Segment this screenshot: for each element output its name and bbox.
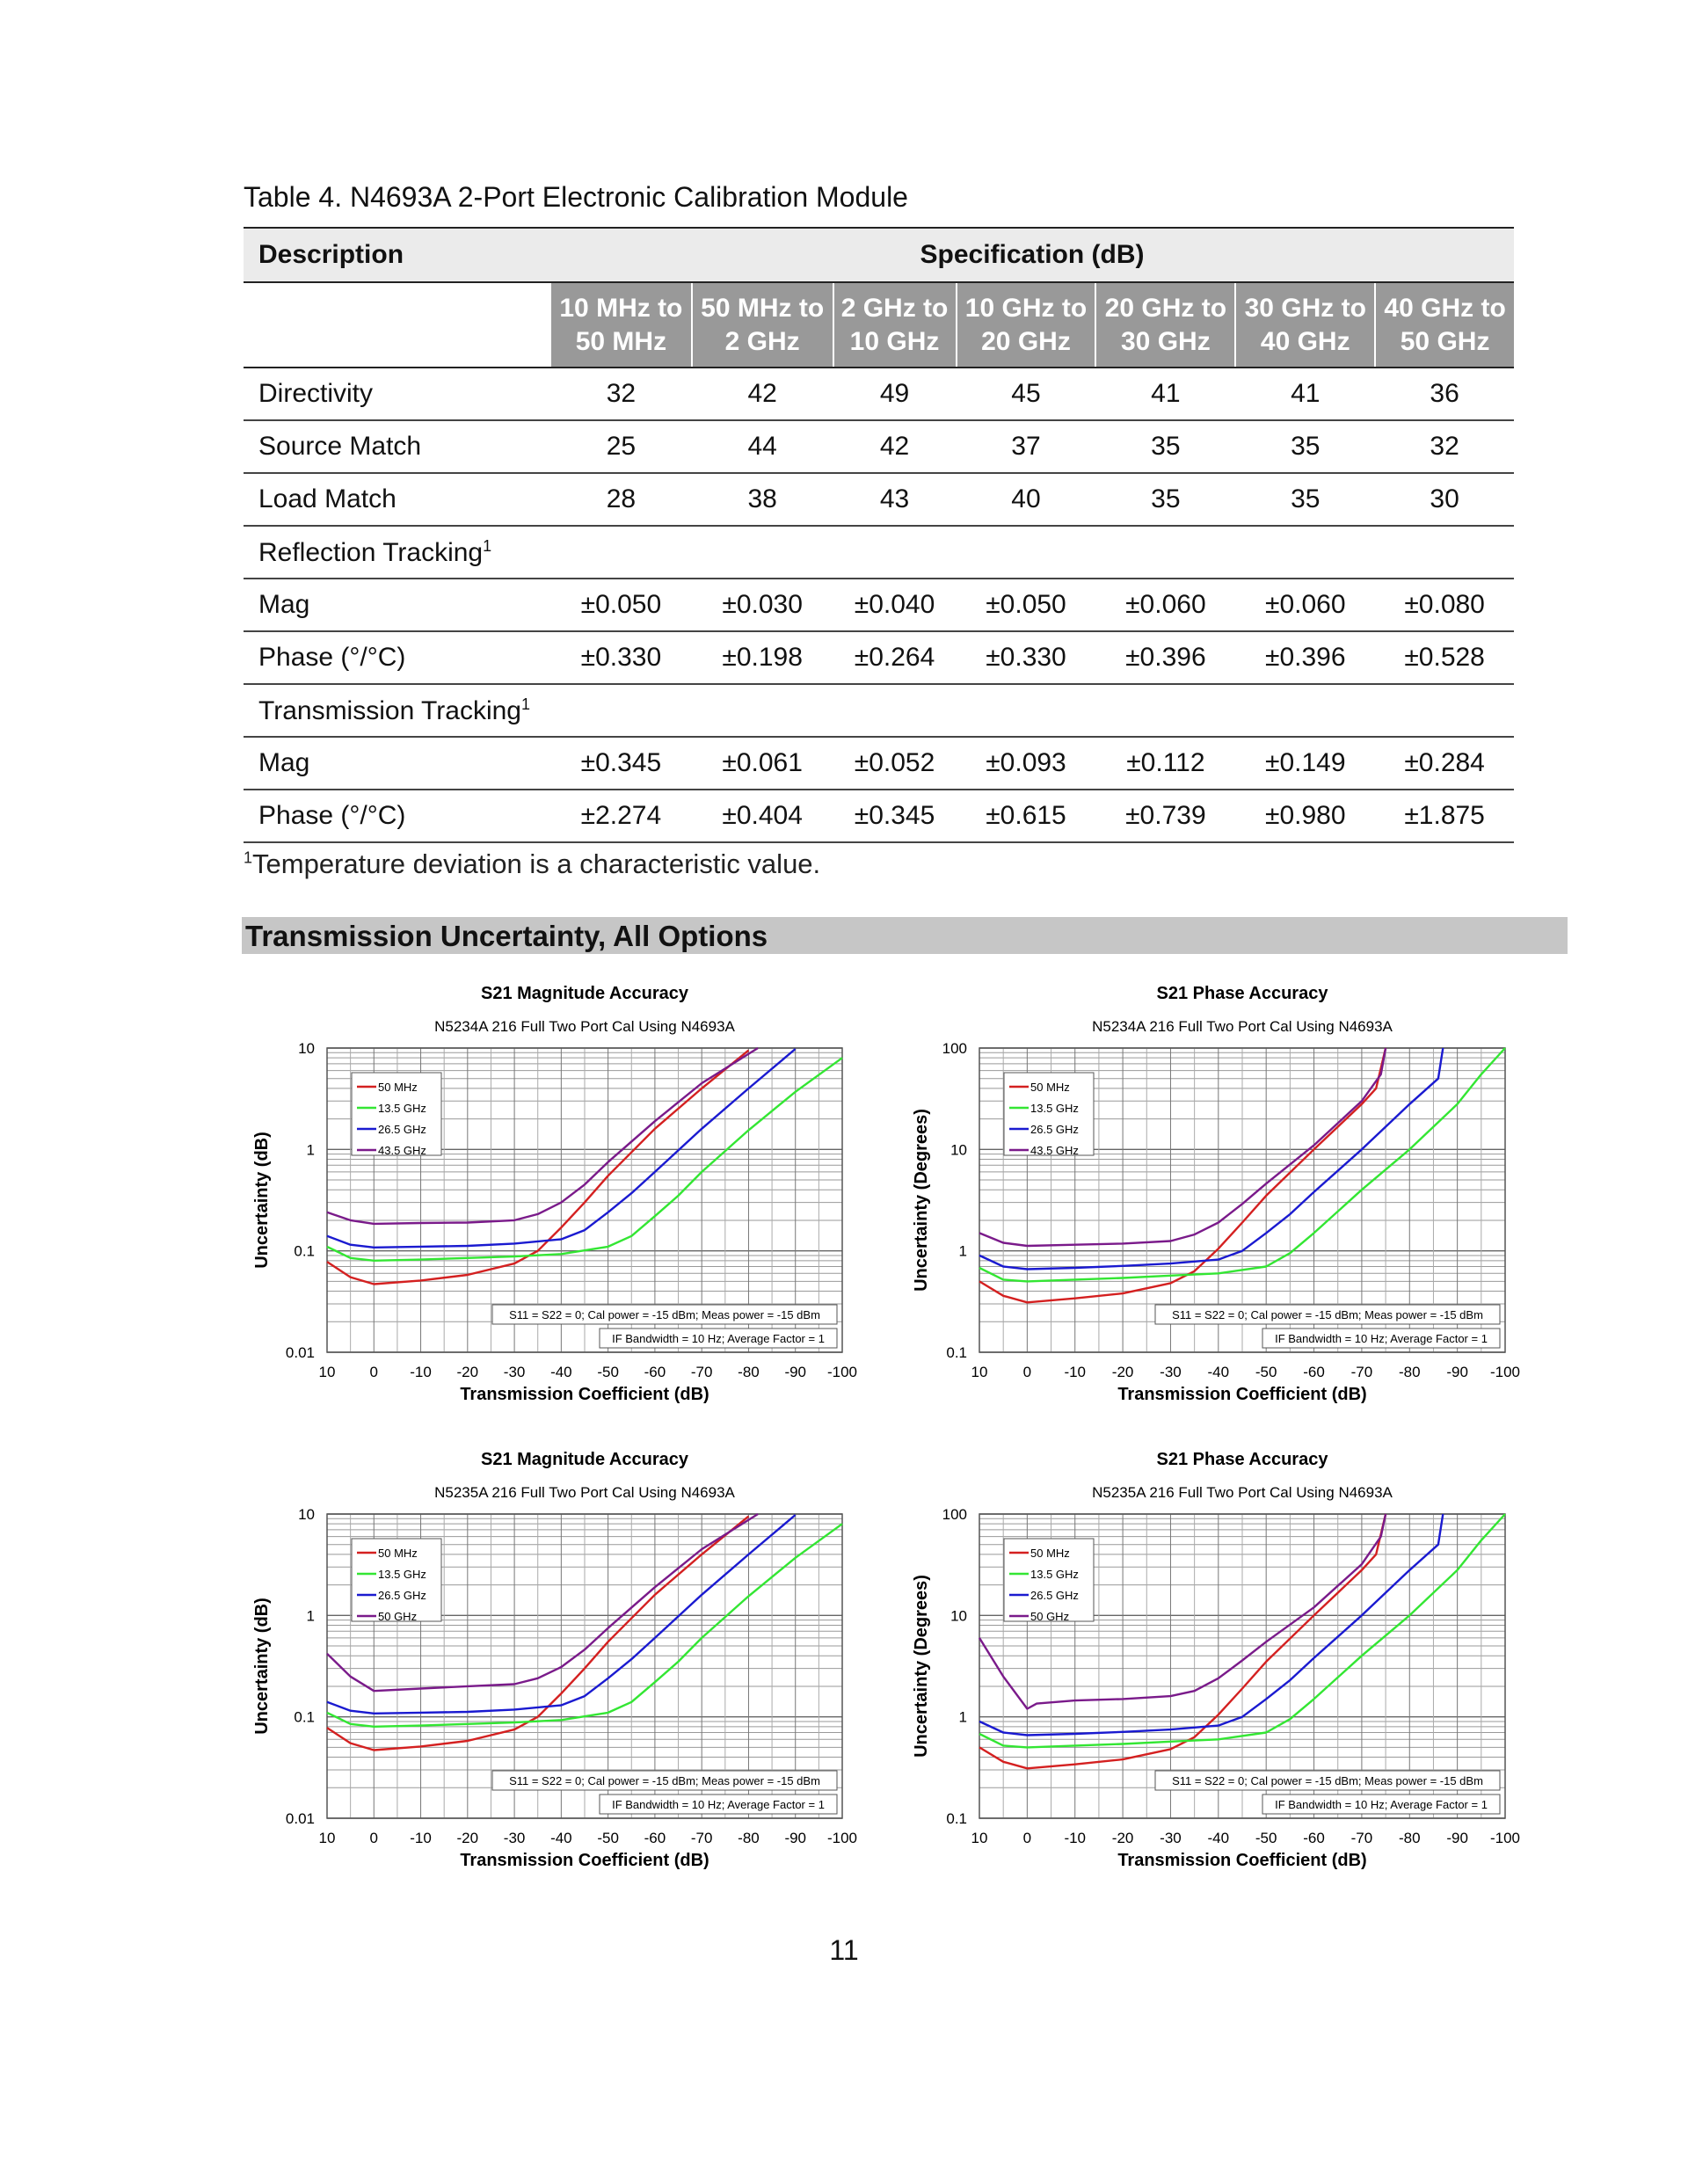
table-cell: 38	[692, 473, 833, 526]
table-cell: ±0.030	[692, 579, 833, 631]
y-tick-label: 0.1	[946, 1810, 967, 1827]
table-cell: ±0.080	[1375, 579, 1514, 631]
x-tick-label: -30	[1160, 1830, 1182, 1846]
row-label-text: Source Match	[258, 432, 422, 461]
band-header	[833, 282, 957, 368]
table-row	[244, 420, 1514, 473]
table-cell: ±0.615	[957, 790, 1096, 842]
row-label-text: Mag	[258, 748, 310, 777]
chart-legend	[1004, 1073, 1094, 1157]
table-cell: ±0.396	[1235, 631, 1375, 684]
x-tick-label: -90	[784, 1830, 807, 1846]
table-cell: 49	[833, 368, 957, 420]
table-cell	[692, 526, 833, 579]
band-header-line: 2 GHz to	[840, 293, 949, 323]
x-tick-label: -80	[1398, 1364, 1421, 1380]
x-axis-label: Transmission Coefficient (dB)	[1117, 1385, 1367, 1404]
table-cell: ±0.112	[1095, 737, 1235, 790]
table-cell: 40	[957, 473, 1096, 526]
table-cell	[1095, 526, 1235, 579]
table-row	[244, 526, 1514, 579]
x-tick-label: -10	[410, 1364, 432, 1380]
row-label	[244, 579, 550, 631]
row-label	[244, 790, 550, 842]
row-label	[244, 420, 550, 473]
table-cell: 35	[1235, 420, 1375, 473]
note-text: S11 = S22 = 0; Cal power = -15 dBm; Meas power = -15 dBm	[1172, 1308, 1483, 1321]
table-row	[244, 790, 1514, 842]
y-tick-label: 0.1	[294, 1708, 315, 1726]
x-tick-label: -100	[826, 1830, 858, 1846]
table-cell	[1095, 684, 1235, 737]
section-title: Transmission Uncertainty, All Options	[245, 920, 768, 952]
y-tick-label: 10	[950, 1607, 967, 1625]
table-cell: 35	[1095, 473, 1235, 526]
table-cell: 35	[1235, 473, 1375, 526]
band-header-line: 20 GHz	[981, 326, 1071, 356]
y-axis-label: Uncertainty (Degrees)	[912, 1109, 931, 1292]
table-cell: 32	[1375, 420, 1514, 473]
band-header-line: 30 GHz to	[1244, 293, 1366, 323]
chart-title: S21 Phase Accuracy	[1156, 1450, 1328, 1469]
table-cell	[1375, 684, 1514, 737]
row-label-text: Phase (°/°C)	[258, 643, 406, 672]
y-tick-label: 0.01	[285, 1344, 315, 1361]
note-text: IF Bandwidth = 10 Hz; Average Factor = 1	[612, 1332, 825, 1345]
table-cell: 41	[1235, 368, 1375, 420]
x-tick-label: -10	[1064, 1364, 1087, 1380]
table-cell: ±0.330	[957, 631, 1096, 684]
x-tick-label: -90	[1446, 1830, 1468, 1846]
footnote-marker: 1	[244, 848, 253, 867]
y-axis-label: Uncertainty (Degrees)	[912, 1575, 931, 1758]
table-row	[244, 631, 1514, 684]
x-tick-label: 10	[318, 1364, 336, 1380]
footnote	[244, 848, 820, 880]
table-cell	[957, 684, 1096, 737]
chart-subtitle: N5235A 216 Full Two Port Cal Using N4693A	[1092, 1484, 1393, 1501]
legend-label: 26.5 GHz	[378, 1589, 426, 1602]
note-text: IF Bandwidth = 10 Hz; Average Factor = 1	[1275, 1332, 1488, 1345]
chart-legend	[352, 1073, 441, 1157]
table-cell	[692, 684, 833, 737]
legend-label: 26.5 GHz	[1030, 1123, 1079, 1136]
table-cell: 25	[550, 420, 692, 473]
table-cell: ±0.052	[833, 737, 957, 790]
footnote-text: Temperature deviation is a characteristic value.	[252, 848, 821, 879]
y-tick-label: 10	[950, 1141, 967, 1159]
band-header-line: 10 GHz	[849, 326, 940, 356]
legend-label: 13.5 GHz	[1030, 1568, 1079, 1581]
table-cell: 41	[1095, 368, 1235, 420]
specification-header: Specification (dB)	[550, 228, 1514, 282]
x-tick-label: -40	[550, 1830, 572, 1846]
x-tick-label: -20	[1111, 1364, 1134, 1380]
table-cell: ±0.149	[1235, 737, 1375, 790]
table-cell	[550, 526, 692, 579]
page-number: 11	[829, 1934, 859, 1966]
band-header	[1375, 282, 1514, 368]
table-cell: 45	[957, 368, 1096, 420]
row-label	[244, 526, 550, 579]
table-cell	[1235, 526, 1375, 579]
table-cell: ±0.528	[1375, 631, 1514, 684]
band-header-line: 10 MHz to	[559, 293, 683, 323]
table-cell: ±0.093	[957, 737, 1096, 790]
table-cell: 36	[1375, 368, 1514, 420]
x-tick-label: -10	[1064, 1830, 1087, 1846]
band-header	[1235, 282, 1375, 368]
x-tick-label: -30	[503, 1364, 526, 1380]
chart-s21-magnitude-n5234a	[246, 976, 914, 1424]
chart-title: S21 Magnitude Accuracy	[480, 1450, 689, 1469]
table-cell: 42	[833, 420, 957, 473]
chart-title: S21 Magnitude Accuracy	[480, 984, 689, 1003]
band-header-line: 50 GHz	[1400, 326, 1490, 356]
x-tick-label: -70	[1350, 1830, 1373, 1846]
table-cell: ±0.345	[833, 790, 957, 842]
band-header	[1095, 282, 1235, 368]
legend-label: 43.5 GHz	[378, 1144, 426, 1157]
table-cell: 35	[1095, 420, 1235, 473]
chart-subtitle: N5235A 216 Full Two Port Cal Using N4693A	[434, 1484, 735, 1501]
x-axis-label: Transmission Coefficient (dB)	[1117, 1851, 1367, 1870]
x-tick-label: -70	[1350, 1364, 1373, 1380]
x-tick-label: -50	[597, 1364, 619, 1380]
y-tick-label: 1	[958, 1708, 967, 1726]
table-title: Table 4. N4693A 2-Port Electronic Calibration Module	[244, 181, 908, 213]
band-header-line: 40 GHz	[1260, 326, 1350, 356]
legend-label: 13.5 GHz	[378, 1102, 426, 1115]
band-header-line: 20 GHz to	[1104, 293, 1227, 323]
row-label	[244, 631, 550, 684]
legend-label: 50 MHz	[378, 1547, 418, 1560]
band-header-line: 2 GHz	[724, 326, 800, 356]
legend-label: 50 MHz	[378, 1081, 418, 1094]
row-label	[244, 368, 550, 420]
x-tick-label: 0	[1022, 1830, 1032, 1846]
chart-s21-phase-n5235a	[906, 1442, 1591, 1890]
chart-subtitle: N5234A 216 Full Two Port Cal Using N4693A	[1092, 1018, 1393, 1035]
x-tick-label: -90	[784, 1364, 807, 1380]
x-tick-label: -100	[1489, 1364, 1521, 1380]
x-tick-label: -80	[1398, 1830, 1421, 1846]
table-cell: ±0.284	[1375, 737, 1514, 790]
table-cell: ±2.274	[550, 790, 692, 842]
y-tick-label: 100	[942, 1040, 967, 1057]
x-axis-label: Transmission Coefficient (dB)	[460, 1385, 709, 1404]
table-cell: ±1.875	[1375, 790, 1514, 842]
row-label-text: Mag	[258, 590, 310, 619]
band-header	[692, 282, 833, 368]
band-header-line: 10 GHz to	[964, 293, 1088, 323]
row-label-text: Phase (°/°C)	[258, 801, 406, 830]
table-row	[244, 368, 1514, 420]
y-tick-label: 0.01	[285, 1810, 315, 1827]
table-cell	[550, 684, 692, 737]
chart-legend	[1004, 1539, 1094, 1623]
band-header-line: 30 GHz	[1121, 326, 1211, 356]
chart-s21-phase-n5234a	[906, 976, 1591, 1424]
table-cell: 28	[550, 473, 692, 526]
x-tick-label: 0	[369, 1830, 379, 1846]
x-tick-label: -20	[456, 1830, 479, 1846]
y-tick-label: 10	[298, 1506, 315, 1523]
x-tick-label: 10	[318, 1830, 336, 1846]
band-header-line: 50 MHz	[575, 326, 667, 356]
x-tick-label: -60	[644, 1364, 666, 1380]
band-header	[550, 282, 692, 368]
table-cell: ±0.050	[550, 579, 692, 631]
x-tick-label: -50	[1255, 1830, 1277, 1846]
legend-label: 50 MHz	[1030, 1081, 1070, 1094]
table-cell: 42	[692, 368, 833, 420]
chart-title: S21 Phase Accuracy	[1156, 984, 1328, 1003]
note-text: S11 = S22 = 0; Cal power = -15 dBm; Meas power = -15 dBm	[509, 1774, 820, 1787]
note-text: IF Bandwidth = 10 Hz; Average Factor = 1	[612, 1798, 825, 1811]
band-header	[957, 282, 1096, 368]
x-tick-label: -20	[1111, 1830, 1134, 1846]
x-axis-label: Transmission Coefficient (dB)	[460, 1851, 709, 1870]
table-row	[244, 473, 1514, 526]
row-label-footnote: 1	[483, 536, 492, 555]
note-text: S11 = S22 = 0; Cal power = -15 dBm; Meas power = -15 dBm	[509, 1308, 820, 1321]
x-tick-label: -90	[1446, 1364, 1468, 1380]
table-cell: ±0.060	[1235, 579, 1375, 631]
row-label	[244, 737, 550, 790]
x-tick-label: -70	[690, 1364, 713, 1380]
table-cell: ±0.060	[1095, 579, 1235, 631]
y-tick-label: 0.1	[294, 1242, 315, 1260]
y-tick-label: 0.1	[946, 1344, 967, 1361]
x-tick-label: -20	[456, 1364, 479, 1380]
x-tick-label: -10	[410, 1830, 432, 1846]
table-cell: ±0.061	[692, 737, 833, 790]
x-tick-label: -80	[738, 1364, 760, 1380]
table-cell: 32	[550, 368, 692, 420]
table-cell: ±0.345	[550, 737, 692, 790]
blank-header-cell	[244, 282, 550, 368]
table-cell	[833, 684, 957, 737]
table-cell: ±0.396	[1095, 631, 1235, 684]
table-cell	[957, 526, 1096, 579]
table-row	[244, 737, 1514, 790]
table-cell: ±0.264	[833, 631, 957, 684]
note-text: IF Bandwidth = 10 Hz; Average Factor = 1	[1275, 1798, 1488, 1811]
band-header-line: 40 GHz to	[1384, 293, 1506, 323]
chart-subtitle: N5234A 216 Full Two Port Cal Using N4693A	[434, 1018, 735, 1035]
x-tick-label: -70	[690, 1830, 713, 1846]
table-cell: ±0.404	[692, 790, 833, 842]
x-tick-label: -80	[738, 1830, 760, 1846]
table-row	[244, 684, 1514, 737]
table-cell: ±0.050	[957, 579, 1096, 631]
legend-label: 26.5 GHz	[378, 1123, 426, 1136]
x-tick-label: -40	[1207, 1830, 1230, 1846]
x-tick-label: -40	[550, 1364, 572, 1380]
table-cell: 44	[692, 420, 833, 473]
table-row	[244, 579, 1514, 631]
table-cell: ±0.040	[833, 579, 957, 631]
row-label-text: Directivity	[258, 379, 374, 408]
legend-label: 50 GHz	[1030, 1610, 1070, 1623]
chart-s21-magnitude-n5235a	[246, 1442, 914, 1890]
row-label-text: Load Match	[258, 484, 397, 513]
x-tick-label: -60	[1303, 1364, 1325, 1380]
row-label-footnote: 1	[520, 695, 530, 713]
legend-label: 50 GHz	[378, 1610, 418, 1623]
specification-table	[244, 227, 1514, 843]
row-label-text: Reflection Tracking	[258, 537, 484, 567]
x-tick-label: -100	[1489, 1830, 1521, 1846]
x-tick-label: -50	[1255, 1364, 1277, 1380]
x-tick-label: -30	[503, 1830, 526, 1846]
x-tick-label: -40	[1207, 1364, 1230, 1380]
x-tick-label: -30	[1160, 1364, 1182, 1380]
row-label	[244, 684, 550, 737]
y-tick-label: 1	[306, 1607, 315, 1625]
table-cell: ±0.980	[1235, 790, 1375, 842]
x-tick-label: 10	[971, 1830, 988, 1846]
legend-label: 13.5 GHz	[1030, 1102, 1079, 1115]
description-header: Description	[244, 228, 550, 282]
table-cell	[1375, 526, 1514, 579]
y-tick-label: 100	[942, 1506, 967, 1523]
table-cell: ±0.330	[550, 631, 692, 684]
table-cell: 30	[1375, 473, 1514, 526]
y-tick-label: 10	[298, 1040, 315, 1057]
y-tick-label: 1	[306, 1141, 315, 1159]
row-label	[244, 473, 550, 526]
table-cell: 37	[957, 420, 1096, 473]
chart-legend	[352, 1539, 441, 1623]
legend-label: 50 MHz	[1030, 1547, 1070, 1560]
legend-label: 43.5 GHz	[1030, 1144, 1079, 1157]
x-tick-label: 0	[1022, 1364, 1032, 1380]
x-tick-label: 10	[971, 1364, 988, 1380]
table-cell: ±0.739	[1095, 790, 1235, 842]
x-tick-label: 0	[369, 1364, 379, 1380]
x-tick-label: -100	[826, 1364, 858, 1380]
x-tick-label: -60	[1303, 1830, 1325, 1846]
table-cell: ±0.198	[692, 631, 833, 684]
y-tick-label: 1	[958, 1242, 967, 1260]
table-cell	[1235, 684, 1375, 737]
y-axis-label: Uncertainty (dB)	[252, 1132, 272, 1269]
x-tick-label: -50	[597, 1830, 619, 1846]
note-text: S11 = S22 = 0; Cal power = -15 dBm; Meas power = -15 dBm	[1172, 1774, 1483, 1787]
band-header-line: 50 MHz to	[701, 293, 825, 323]
row-label-text: Transmission Tracking	[258, 695, 521, 725]
table-cell: 43	[833, 473, 957, 526]
y-axis-label: Uncertainty (dB)	[252, 1598, 272, 1735]
legend-label: 26.5 GHz	[1030, 1589, 1079, 1602]
legend-label: 13.5 GHz	[378, 1568, 426, 1581]
table-cell	[833, 526, 957, 579]
x-tick-label: -60	[644, 1830, 666, 1846]
